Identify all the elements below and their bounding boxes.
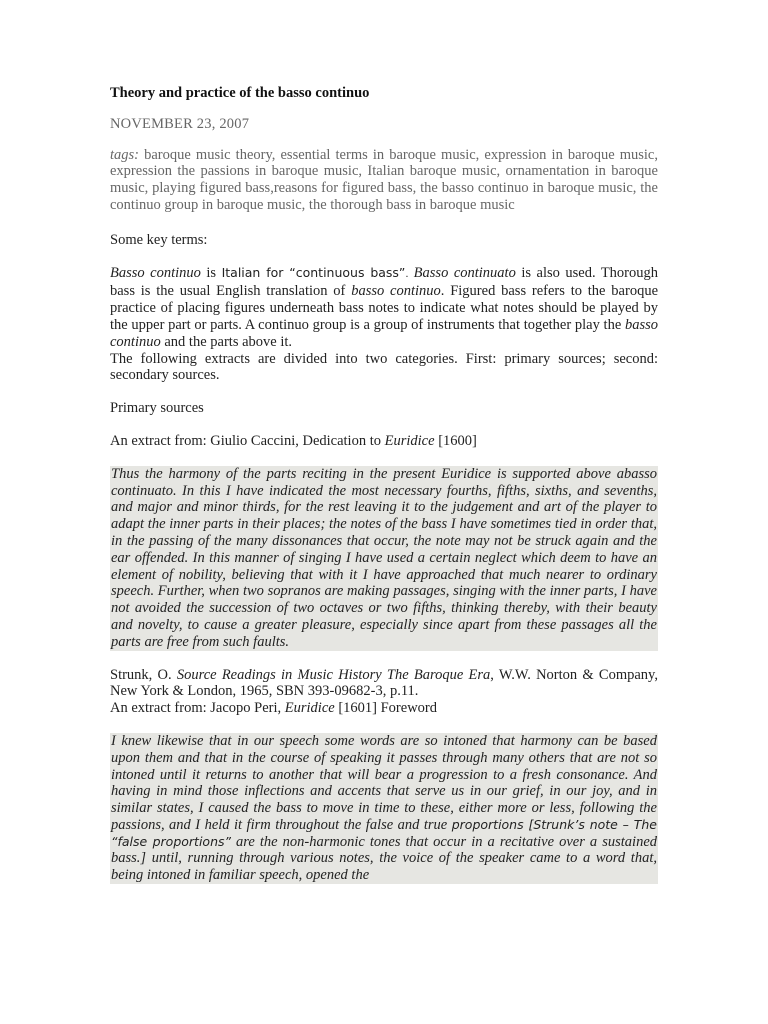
peri-quote [110, 733, 658, 884]
article-title: Theory and practice of the basso continuo [110, 85, 370, 101]
term-basso-continuato: Basso continuato [413, 264, 516, 281]
primary-sources-heading: Primary sources [110, 400, 204, 417]
text-run: [1600] [434, 432, 477, 449]
text-run: Strunk, O. [110, 666, 177, 683]
extract2-intro [110, 700, 658, 717]
text-run: is [200, 264, 222, 281]
text-run: An extract from: Jacopo Peri, [110, 700, 285, 717]
book-title: Source Readings in Music History The Baroque Era [176, 666, 491, 683]
text-run: . [405, 268, 414, 280]
term-translation: Italian for “continuous bass” [221, 264, 406, 280]
tags-list[interactable]: baroque music theory, essential terms in baroque music, expression in baroque music, expression the passions in baroque music, Italian baroque music, ornamentation in baroque music, playing figured bass,reasons for figured bass, the basso continuo in baroque music, the continuo group in baroque music, the thorough bass in baroque music [110, 146, 658, 213]
extract1-intro [110, 433, 658, 450]
text-run: [1601] Foreword [334, 700, 437, 717]
text-run: is also used. Thorough bass is the usual English translation of [110, 264, 659, 300]
work-title: Euridice [384, 432, 435, 449]
key-terms-heading: Some key terms: [110, 231, 208, 248]
tags-label: tags: [110, 146, 139, 163]
text-run: proportions [Strunk’s note – The “false proportions” [111, 816, 657, 849]
text-run: are the non-harmonic tones that occur in a recitative over a sustained bass.] until, running through various notes, the voice of the speaker came to a word that, being intoned in familiar speech, opened the [111, 833, 658, 884]
text-run: . Figured bass refers to the baroque practice of placing figures underneath bass notes to indicate what notes should be played by the upper part or parts. A continuo group is a group of instruments that together play the [110, 283, 658, 333]
categories-paragraph: The following extracts are divided into two categories. First: primary sources; second: secondary sources. [110, 350, 658, 384]
citation [110, 667, 658, 701]
caccini-quote [110, 466, 658, 651]
text-run: Euridice [441, 465, 492, 482]
text-run: I knew likewise that in our speech some words are so intoned that harmony can be based upon them and that in the course of speaking it passes through many others that are not so intoned until it returns to another that will bear a progression to a fresh consonance. And having in mind those inflections and accents that serve us in our grief, in our joy, and in similar states, I caused the bass to move in time to these, either more or less, following the passions, and I held it firm throughout the false and true [111, 732, 657, 833]
text-run: is supported above abasso continuato. In this I have indicated the most necessary fourths, fifths, sixths, and sevenths, and major and minor thirds, for the rest leaving it to the judgement and art of the player to adapt the inner parts in their places; the notes of the bass I have sometimes tied in order that, in the passing of the many dissonances that occur, the note may not be struck again and the ear offended. In this manner of singing I have used a certain neglect which deem to have an element of nobility, believing that with it I have approached that much nearer to ordinary speech. Further, when two sopranos are making passages, singing with the inner parts, I have not avoided the succession of two octaves or two fifths, thinking thereby, with their beauty and novelty, to cause a greater pleasure, especially since apart from these passages all the parts are free from such faults. [111, 465, 657, 650]
work-title: Euridice [284, 700, 335, 717]
document-page [110, 85, 658, 884]
text-run: and the parts above it. [160, 333, 293, 350]
text-run: , W.W. Norton & Company, New York & London, 1965, SBN 393-09682-3, p.11. [110, 666, 658, 700]
text-run: Thus the harmony of the parts reciting in the present [111, 465, 442, 482]
key-terms-paragraph [110, 265, 658, 351]
text-run: An extract from: Giulio Caccini, Dedication to [110, 432, 385, 449]
tags-paragraph [110, 147, 658, 214]
term-emphasis: basso continuo [110, 316, 658, 350]
term-emphasis: basso continuo [351, 283, 441, 300]
article-date: NOVEMBER 23, 2007 [110, 115, 250, 132]
term-basso-continuo: Basso continuo [110, 264, 201, 281]
